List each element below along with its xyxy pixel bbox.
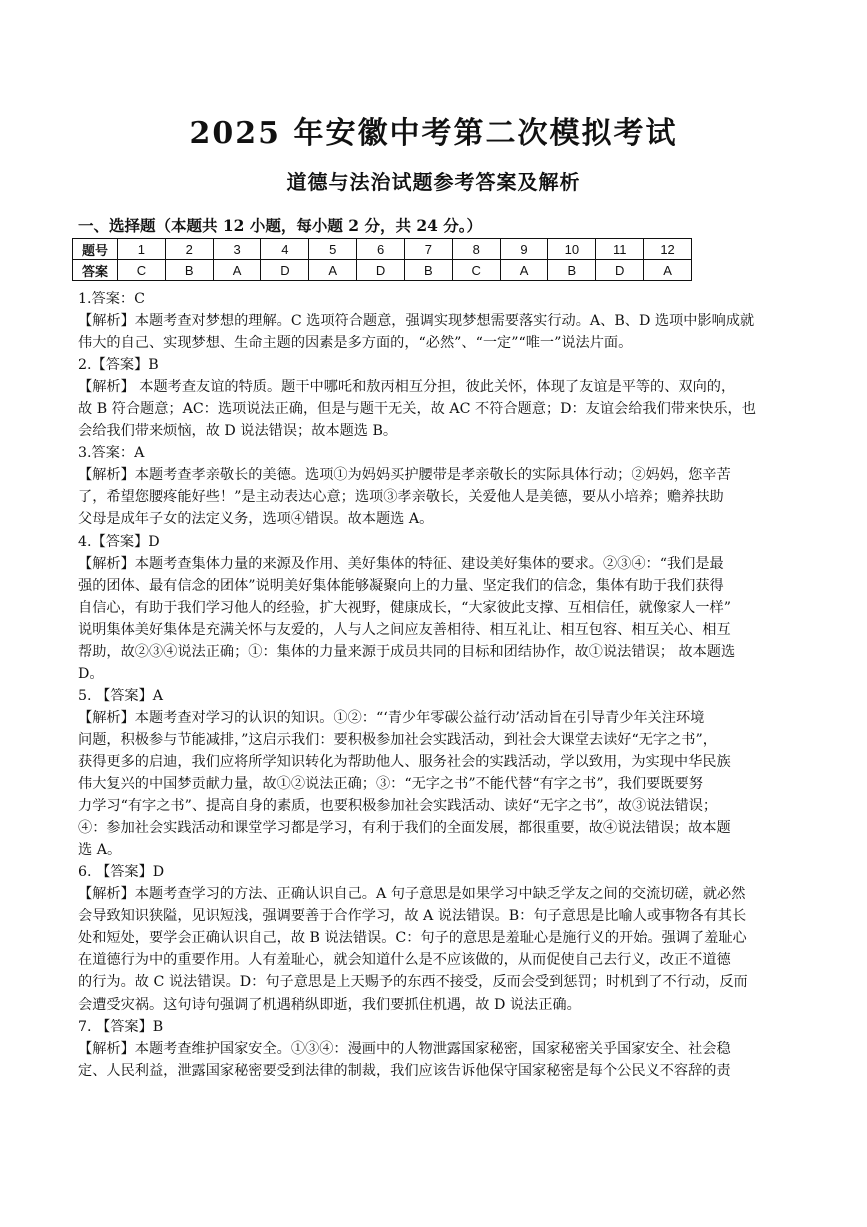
text-line: 【解析】 本题考查友谊的特质。题干中哪吒和敖丙相互分担，彼此关怀，体现了友谊是平等的、双向的， bbox=[78, 379, 736, 396]
text-line: 4.【答案】D bbox=[78, 533, 160, 550]
text-line: ④：参加社会实践活动和课堂学习都是学习，有利于我们的全面发展，都很重要，故④说法错误；故本题 bbox=[78, 820, 731, 837]
table-cell: B bbox=[404, 260, 452, 281]
answer-row bbox=[73, 260, 692, 281]
table-cell: 8 bbox=[452, 239, 500, 260]
table-cell: A bbox=[213, 260, 261, 281]
text-line: 【解析】本题考查维护国家安全。①③④：漫画中的人物泄露国家秘密，国家秘密关乎国家安全、社会稳 bbox=[78, 1040, 731, 1057]
row-label-answer: 答案 bbox=[73, 260, 118, 281]
answer-table bbox=[72, 238, 692, 281]
text-line: 5. 【答案】A bbox=[78, 687, 164, 704]
text-line: 会导致知识狭隘，见识短浅，强调要善于合作学习，故 A 说法错误。B：句子意思是比喻人或事物各有其长 bbox=[78, 908, 747, 925]
table-cell: D bbox=[357, 260, 405, 281]
table-cell: 2 bbox=[165, 239, 213, 260]
page-title: 2025 年安徽中考第二次模拟考试 bbox=[189, 116, 678, 151]
text-line: 说明集体美好集体是充满关怀与友爱的，人与人之间应友善相待、相互礼让、相互包容、相互关心、相互 bbox=[78, 621, 731, 638]
text-line: 力学习“有字之书”、提高自身的素质，也要积极参加社会实践活动、读好“无字之书”，故③说法错误； bbox=[78, 798, 718, 815]
text-line: D。 bbox=[78, 665, 104, 682]
answer-explanations bbox=[78, 288, 792, 1082]
page-subtitle: 道德与法治试题参考答案及解析 bbox=[286, 170, 581, 194]
text-line: 的行为。故 C 说法错误。D：句子意思是上天赐予的东西不接受，反而会受到惩罚；时机到了不行动，反而 bbox=[78, 974, 748, 991]
text-line: 2.【答案】B bbox=[78, 357, 159, 374]
table-cell: 6 bbox=[357, 239, 405, 260]
text-line: 【解析】本题考查孝亲敬长的美德。选项①为妈妈买护腰带是孝亲敬长的实际具体行动；②妈妈，您辛苦 bbox=[78, 467, 731, 484]
text-line: 强的团体、最有信念的团体”说明美好集体能够凝聚向上的力量、坚定我们的信念，集体有助于我们获得 bbox=[78, 577, 724, 594]
table-cell: 3 bbox=[213, 239, 261, 260]
table-cell: C bbox=[452, 260, 500, 281]
text-line: 伟大的自己、实现梦想、生命主题的因素是多方面的，“必然”、“一定”“唯一”说法片面。 bbox=[78, 335, 633, 352]
text-line: 自信心，有助于我们学习他人的经验，扩大视野，健康成长，“大家彼此支撑、互相信任，就像家人一样” bbox=[78, 599, 731, 616]
table-cell: B bbox=[548, 260, 596, 281]
text-line: 伟大复兴的中国梦贡献力量，故①②说法正确；③：“无字之书”不能代替“有字之书”，我们要既要努 bbox=[78, 776, 703, 793]
table-cell: 1 bbox=[118, 239, 166, 260]
table-cell: A bbox=[644, 260, 692, 281]
table-cell: 12 bbox=[644, 239, 692, 260]
text-line: 处和短处，要学会正确认识自己，故 B 说法错误。C：句子的意思是羞耻心是施行义的开始。强调了羞耻心 bbox=[78, 930, 747, 947]
section-heading: 一、选择题（本题共 12 小题，每小题 2 分，共 24 分。） bbox=[78, 216, 483, 235]
table-cell: 7 bbox=[404, 239, 452, 260]
text-line: 会遭受灾祸。这句诗句强调了机遇稍纵即逝，我们要抓住机遇，故 D 说法正确。 bbox=[78, 996, 581, 1013]
text-line: 【解析】本题考查集体力量的来源及作用、美好集体的特征、建设美好集体的要求。②③④：“我们是最 bbox=[78, 555, 724, 572]
text-line: 【解析】本题考查对梦想的理解。C 选项符合题意，强调实现梦想需要落实行动。A、B、D 选项中影响成就 bbox=[78, 313, 755, 330]
text-line: 【解析】本题考查对学习的认识的知识。①②：“‘青少年零碳公益行动’活动旨在引导青少年关注环境 bbox=[78, 709, 705, 726]
table-cell: B bbox=[165, 260, 213, 281]
text-line: 获得更多的启迪，我们应将所学知识转化为帮助他人、服务社会的实践活动，学以致用，为实现中华民族 bbox=[78, 753, 731, 770]
question-number-row bbox=[73, 239, 692, 260]
text-line: 故 B 符合题意；AC：选项说法正确，但是与题干无关，故 AC 不符合题意；D：友谊会给我们带来快乐，也 bbox=[78, 401, 756, 418]
table-cell: 9 bbox=[500, 239, 548, 260]
table-cell: C bbox=[118, 260, 166, 281]
text-line: 会给我们带来烦恼，故 D 说法错误；故本题选 B。 bbox=[78, 423, 398, 440]
table-cell: D bbox=[261, 260, 309, 281]
text-line: 6. 【答案】D bbox=[78, 864, 165, 881]
text-line: 【解析】本题考查学习的方法、正确认识自己。A 句子意思是如果学习中缺乏学友之间的交流切磋，就必然 bbox=[78, 886, 746, 903]
table-cell: A bbox=[500, 260, 548, 281]
text-line: 在道德行为中的重要作用。人有羞耻心，就会知道什么是不应该做的，从而促使自己去行义，改正不道德 bbox=[78, 952, 731, 969]
table-cell: 5 bbox=[309, 239, 357, 260]
row-label-number: 题号 bbox=[73, 239, 118, 260]
text-line: 了，希望您腰疼能好些！”是主动表达心意；选项③孝亲敬长，关爱他人是美德，要从小培养；赡养扶助 bbox=[78, 489, 724, 506]
text-line: 7. 【答案】B bbox=[78, 1018, 164, 1035]
text-line: 定、人民利益，泄露国家秘密要受到法律的制裁，我们应该告诉他保守国家秘密是每个公民义不容辞的责 bbox=[78, 1062, 731, 1079]
table-cell: A bbox=[309, 260, 357, 281]
text-line: 问题，积极参与节能减排，”这启示我们：要积极参加社会实践活动，到社会大课堂去读好“无字之书”， bbox=[78, 731, 717, 748]
text-line: 1.答案：C bbox=[78, 291, 145, 307]
text-line: 父母是成年子女的法定义务，选项④错误。故本题选 A。 bbox=[78, 511, 434, 528]
table-cell: D bbox=[596, 260, 644, 281]
text-line: 选 A。 bbox=[78, 842, 122, 859]
text-line: 3.答案：A bbox=[78, 445, 145, 462]
table-cell: 4 bbox=[261, 239, 309, 260]
text-line: 帮助，故②③④说法正确；①：集体的力量来源于成员共同的目标和团结协作，故①说法错误； 故本题选 bbox=[78, 643, 736, 660]
table-cell: 11 bbox=[596, 239, 644, 260]
table-cell: 10 bbox=[548, 239, 596, 260]
